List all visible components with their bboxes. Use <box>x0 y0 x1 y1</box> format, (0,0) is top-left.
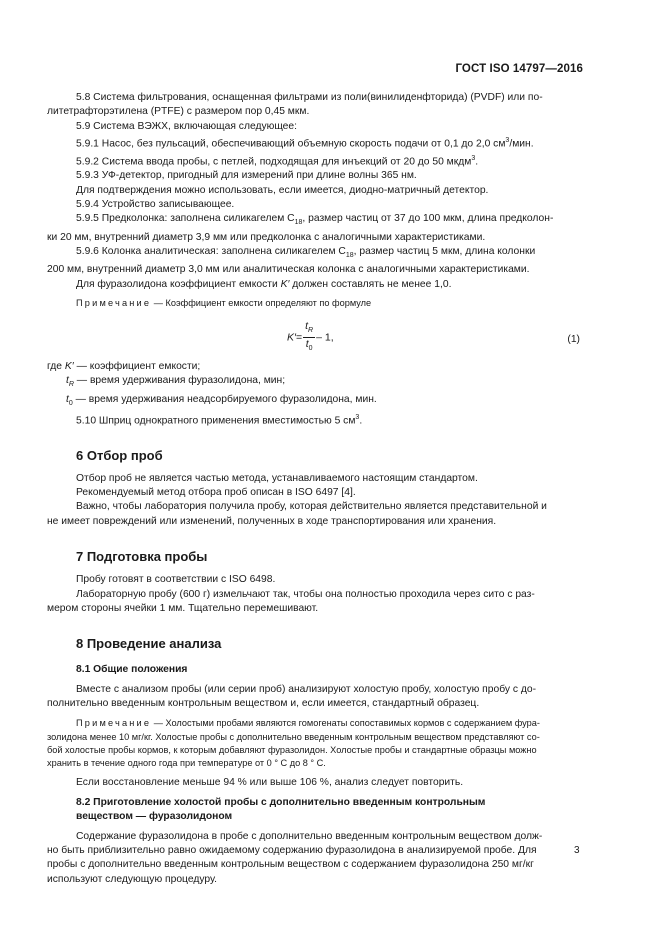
section-7-p2a: Лабораторную пробу (600 г) измельчают так, чтобы она полностью проходила через сито с раз- <box>76 588 535 600</box>
capacity-text: Для фуразолидона коэффициент емкости <box>76 278 281 290</box>
formula-tail: – 1, <box>316 331 334 344</box>
clause-5-9-1 <box>47 134 580 152</box>
note-blank-samples-line1 <box>47 717 580 730</box>
formula-lhs: K′ <box>287 331 296 344</box>
clause-5-9-2-tail: . <box>475 156 479 168</box>
section-7-p2b: мером стороны ячейки 1 мм. Тщательно перемешивают. <box>47 602 319 614</box>
where-t0-var: t <box>66 393 69 405</box>
clause-5-9-1-text: 5.9.1 Насос, без пульсаций, обеспечивающий объемную скорость подачи от 0,1 до 2,0 см <box>76 138 506 150</box>
where-tr-text: — время удерживания фуразолидона, мин; <box>73 375 286 387</box>
clause-5-9-1-tail: /мин. <box>509 138 534 150</box>
clause-5-10-tail: . <box>359 415 363 427</box>
clause-5-9-6-line3 <box>47 278 580 292</box>
clause-5-9-5-tail: , размер частиц от 37 до 100 мкм, длина предколон- <box>302 213 554 225</box>
denominator-var: t <box>305 337 309 350</box>
note2-dash: — <box>151 718 166 729</box>
note-blank-samples-line2: золидона менее 10 мг/кг. Холостые пробы с дополнительно введенным контрольным веществом представляют со- <box>47 731 540 742</box>
note-label: Примечание <box>76 297 152 308</box>
formula-fraction <box>303 320 315 355</box>
subsection-8-1-title: 8.1 Общие положения <box>76 663 188 675</box>
where-t0-sub: 0 <box>68 399 73 407</box>
where-tr <box>47 374 580 392</box>
clause-5-9-6-tail: , размер частиц 5 мкм, длина колонки <box>353 245 536 257</box>
clause-5-9-3-note: Для подтверждения можно использовать, если имеется, диодно-матричный детектор. <box>76 184 489 196</box>
page-content <box>47 91 580 887</box>
capacity-formula <box>287 320 334 355</box>
clause-5-9-5-line1 <box>47 212 580 230</box>
section-8-p3b: но быть приблизительно равно ожидаемому содержанию фуразолидона в анализируемой пробе. Для <box>47 845 537 857</box>
section-6-p2: Рекомендуемый метод отбора проб описан в ISO 6497 [4]. <box>76 487 356 499</box>
section-8-p3d: используют следующую процедуру. <box>47 873 217 885</box>
clause-5-10-text: 5.10 Шприц однократного применения вместимостью 5 см <box>76 415 356 427</box>
formula-equals: = <box>295 331 303 344</box>
formula-block <box>47 316 580 358</box>
note-formula <box>47 297 580 310</box>
subsection-8-2-title-line1: 8.2 Приготовление холостой пробы с дополнительно введенным контрольным <box>76 797 486 809</box>
clause-5-9-6-line2: 200 мм, внутренний диаметр 3,0 мм или аналитическая колонка с аналогичными характеристиками. <box>47 264 530 276</box>
numerator-var: t <box>305 319 309 332</box>
note2-text-a: Холостыми пробами являются гомогенаты сопоставимых кормов с содержанием фура- <box>165 718 540 729</box>
formula-denominator <box>303 338 315 355</box>
formula-numerator <box>303 320 315 338</box>
where-lead: где <box>47 360 65 372</box>
clause-5-9-5-text: 5.9.5 Предколонка: заполнена силикагелем C <box>76 213 295 225</box>
clause-5-9-6-text: 5.9.6 Колонка аналитическая: заполнена силикагелем C <box>76 245 346 257</box>
where-t0-text: — время удерживания неадсорбируемого фуразолидона, мин. <box>72 393 377 405</box>
clause-5-9-3: 5.9.3 УФ-детектор, пригодный для измерений при длине волны 365 нм. <box>76 170 417 182</box>
section-8-p3c: пробы с дополнительно введенным контрольным веществом с содержанием фуразолидона 250 мг/кг <box>47 859 534 871</box>
where-k-var: K′ <box>64 360 74 372</box>
section-8-p1b: полнительно введенным контрольным веществом и, если имеется, стандартный образец. <box>47 698 480 710</box>
where-tr-var: t <box>66 375 69 387</box>
clause-5-9-2-text: 5.9.2 Система ввода пробы, с петлей, подходящая для инъекций от 20 до 50 мкдм <box>76 156 472 168</box>
standard-header: ГОСТ ISO 14797—2016 <box>455 63 583 75</box>
clause-5-9-5-sub: 18 <box>294 219 303 227</box>
where-t0 <box>47 393 580 411</box>
note-blank-samples-line4: хранить в течение одного года при температуре от 0 ° C до 8 ° C. <box>47 757 326 768</box>
section-8-p2: Если восстановление меньше 94 % или выше 106 %, анализ следует повторить. <box>76 776 464 788</box>
capacity-tail: должен составлять не менее 1,0. <box>289 278 452 290</box>
note-dash: — <box>151 297 166 308</box>
clause-5-9-2 <box>47 152 580 170</box>
clause-5-8-line1: 5.8 Система фильтрования, оснащенная фильтрами из поли(винилиденфторида) (PVDF) или по- <box>76 92 543 103</box>
clause-5-10-sup: 3 <box>355 413 360 421</box>
section-7-title: 7 Подготовка пробы <box>76 549 208 565</box>
clause-5-9-6-line1 <box>47 245 580 263</box>
clause-5-9-1-sup: 3 <box>505 136 510 144</box>
numerator-sub: R <box>308 326 314 334</box>
section-7-p1: Пробу готовят в соответствии с ISO 6498. <box>76 574 276 586</box>
note2-label: Примечание <box>76 718 152 729</box>
clause-5-9-5-line2: ки 20 мм, внутренний диаметр 3,9 мм или предколонка с аналогичными характеристиками. <box>47 231 486 243</box>
where-k-text: — коэффициент емкости; <box>73 360 201 372</box>
clause-5-9-6-sub: 18 <box>345 251 354 259</box>
clause-5-10 <box>47 411 580 429</box>
denominator-sub: 0 <box>308 345 313 353</box>
section-6-p1: Отбор проб не является частью метода, устанавливаемого настоящим стандартом. <box>76 472 478 484</box>
clause-5-9-2-sup: 3 <box>471 154 476 162</box>
where-tr-sub: R <box>68 381 74 389</box>
clause-5-9: 5.9 Система ВЭЖХ, включающая следующее: <box>76 120 297 132</box>
note-blank-samples-line3: бой холостые пробы кормов, к которым добавляют фуразолидон. Холостые пробы и стандартные образцы можно <box>47 744 537 755</box>
section-6-p3a: Важно, чтобы лаборатория получила пробу, которая действительно является представительной и <box>76 501 547 513</box>
subsection-8-2-title-line2: веществом — фуразолидоном <box>76 811 233 823</box>
section-8-title: 8 Проведение анализа <box>76 636 222 652</box>
section-8-p3a: Содержание фуразолидона в пробе с дополнительно введенным контрольным веществом долж- <box>76 830 543 842</box>
clause-5-9-4: 5.9.4 Устройство записывающее. <box>76 198 235 210</box>
section-8-p1a: Вместе с анализом пробы (или серии проб) анализируют холостую пробу, холостую пробу с до- <box>76 683 537 695</box>
page-number: 3 <box>574 845 580 856</box>
equation-number: (1) <box>567 333 580 345</box>
clause-5-8-line2: литетрафторэтилена (PTFE) с размером пор 0,45 мкм. <box>47 106 310 118</box>
capacity-variable: K′ <box>280 278 290 290</box>
section-6-title: 6 Отбор проб <box>76 447 163 463</box>
section-6-p3b: не имеет повреждений или изменений, полученных в ходе транспортирования или хранения. <box>47 515 497 527</box>
where-k <box>47 360 580 374</box>
note-text: Коэффициент емкости определяют по формуле <box>165 297 372 308</box>
